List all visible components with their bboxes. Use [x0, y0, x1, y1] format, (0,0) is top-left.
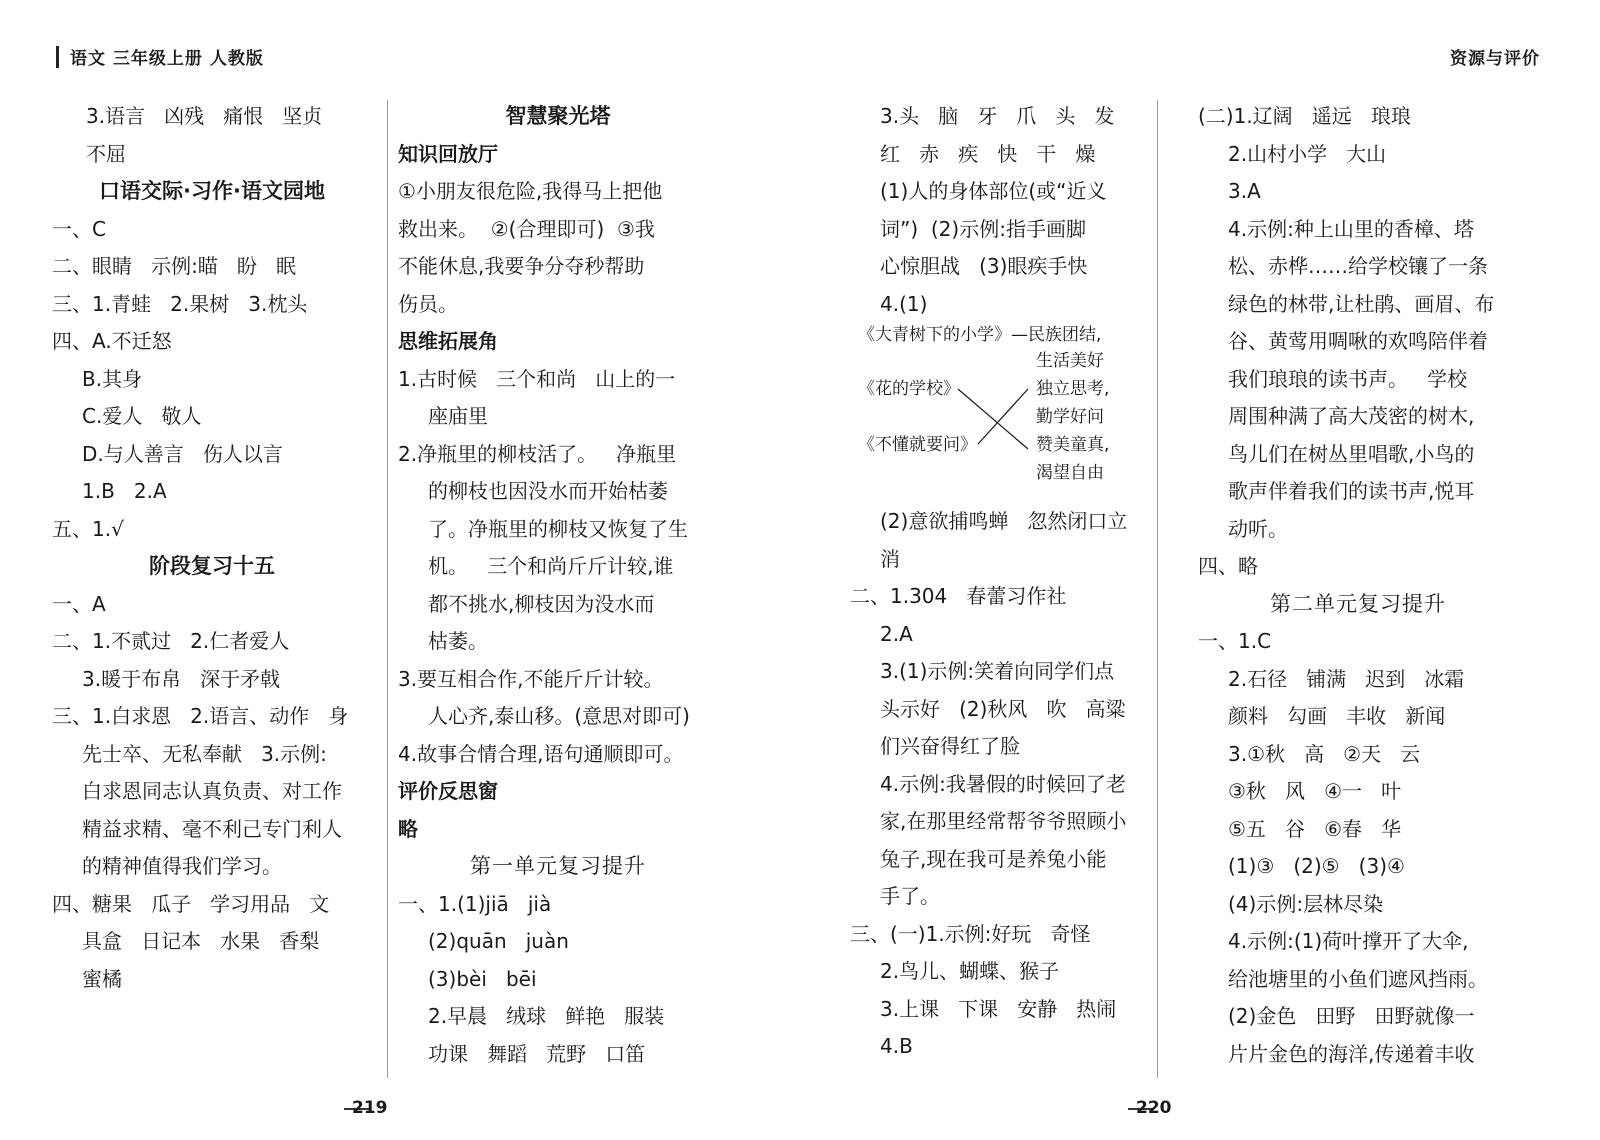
answer-line: 2.石径 铺满 迟到 冰霜 [1228, 666, 1465, 691]
match-item-left: 《不懂就要问》 [858, 435, 977, 455]
answer-line: 3.语言 凶残 痛恨 坚贞 [86, 104, 323, 128]
answer-line: 3.A [1228, 179, 1261, 203]
answer-line: 们兴奋得红了脸 [880, 734, 1020, 758]
answer-line: 4.故事合情合理,语句通顺即可。 [398, 741, 684, 766]
match-line [978, 389, 1028, 444]
answer-line: (3)bèi bēi [428, 966, 537, 991]
answer-line: (1)③ (2)⑤ (3)④ [1228, 854, 1405, 878]
answer-line: 人心齐,泰山移。(意思对即可) [428, 704, 690, 728]
answer-line: 蜜橘 [82, 966, 122, 991]
match-item-right: 独立思考, [1036, 379, 1110, 399]
answer-line: 绿色的林带,让杜鹃、画眉、布 [1228, 291, 1495, 316]
answer-line: 3.要互相合作,不能斤斤计较。 [398, 666, 664, 691]
answer-line: 伤员。 [398, 291, 458, 316]
answer-line: 三、1.白求恩 2.语言、动作 身 [52, 704, 349, 728]
answer-line: 都不挑水,柳枝因为没水而 [428, 591, 655, 616]
answer-line: ⑤五 谷 ⑥春 华 [1228, 816, 1402, 841]
answer-line: (2)quān juàn [428, 929, 569, 953]
answer-line: 一、C [52, 216, 106, 241]
answer-line: 给池塘里的小鱼们遮风挡雨。 [1228, 966, 1488, 991]
answer-line: 救出来。 ②(合理即可) ③我 [398, 216, 655, 241]
answer-line: 2.鸟儿、蝴蝶、猴子 [880, 959, 1060, 983]
page-number-left: 219 [352, 1098, 388, 1118]
answer-line: 三、(一)1.示例:好玩 奇怪 [850, 921, 1091, 946]
answer-line: 3.暖于布帛 深于矛戟 [82, 666, 281, 691]
answer-line: 了。净瓶里的柳枝又恢复了生 [428, 516, 688, 541]
answer-line: 红 赤 疾 快 干 燥 [880, 141, 1096, 166]
column-4 [1198, 98, 1518, 1073]
answer-line: 词”) (2)示例:指手画脚 [880, 216, 1086, 241]
matching-diagram [850, 323, 1170, 503]
answer-line: 四、略 [1198, 554, 1258, 578]
answer-line: 座庙里 [428, 404, 488, 428]
match-item-left: 《花的学校》 [858, 379, 960, 399]
answer-line: 周围种满了高大茂密的树木, [1228, 404, 1475, 428]
answer-line: 五、1.√ [52, 516, 124, 541]
match-item-left: 《大青树下的小学》—民族团结, [858, 325, 1102, 345]
header-bar [56, 46, 59, 68]
answer-line: (1)人的身体部位(或“近义 [880, 179, 1107, 203]
answer-line: 一、1.(1)jiā jià [398, 891, 552, 916]
answer-line: 动听。 [1228, 516, 1288, 541]
answer-line: ③秋 风 ④一 叶 [1228, 779, 1402, 803]
section-heading: 口语交际·习作·语文园地 [99, 179, 325, 203]
match-item-right: 生活美好 [1036, 351, 1104, 371]
answer-line: 松、赤桦……给学校镶了一条 [1228, 254, 1488, 278]
section-heading: 阶段复习十五 [149, 554, 275, 578]
subsection-heading: 思维拓展角 [398, 329, 498, 353]
answer-line: 机。 三个和尚斤斤计较,谁 [428, 554, 674, 578]
answer-line: 二、1.不贰过 2.仁者爱人 [52, 629, 290, 653]
answer-line: (2)金色 田野 田野就像一 [1228, 1004, 1475, 1028]
match-item-right: 勤学好问 [1036, 407, 1104, 427]
answer-line: 3.①秋 高 ②天 云 [1228, 741, 1421, 766]
answer-line: 的柳枝也因没水而开始枯萎 [428, 479, 668, 503]
answer-line: 歌声伴着我们的读书声,悦耳 [1228, 479, 1475, 503]
column-2 [398, 98, 718, 1073]
answer-line: 3.(1)示例:笑着向同学们点 [880, 659, 1115, 683]
answer-line: 2.净瓶里的柳枝活了。 净瓶里 [398, 441, 677, 466]
answer-line: 的精神值得我们学习。 [82, 854, 282, 878]
answer-line: B.其身 [82, 366, 143, 391]
answer-line: 不屈 [86, 141, 126, 166]
answer-line: 4.示例:(1)荷叶撑开了大伞, [1228, 929, 1469, 953]
answer-line: 3.上课 下课 安静 热闹 [880, 996, 1117, 1021]
answer-line: 二、眼睛 示例:瞄 盼 眠 [52, 254, 296, 278]
answer-line: 我们琅琅的读书声。 学校 [1228, 366, 1468, 391]
answer-line: 功课 舞蹈 荒野 口笛 [428, 1041, 646, 1066]
answer-line: 一、1.C [1198, 629, 1272, 653]
answer-line: 片片金色的海洋,传递着丰收 [1228, 1041, 1475, 1066]
answer-line: 消 [880, 546, 900, 571]
answer-line: 2.A [880, 621, 913, 646]
answer-line: 略 [398, 816, 418, 841]
answer-line: (2)意欲捕鸣蝉 忽然闭口立 [880, 509, 1128, 533]
answer-line: C.爱人 敬人 [82, 404, 202, 428]
answer-line: 具盒 日记本 水果 香梨 [82, 929, 320, 953]
answer-line: (二)1.辽阔 遥远 琅琅 [1198, 104, 1411, 128]
answer-line: 鸟儿们在树丛里唱歌,小鸟的 [1228, 441, 1475, 466]
section-heading: 第二单元复习提升 [1270, 591, 1446, 616]
answer-line: 1.古时候 三个和尚 山上的一 [398, 366, 676, 391]
answer-line: 手了。 [880, 884, 940, 908]
answer-line: 颜料 勾画 丰收 新闻 [1228, 704, 1446, 728]
section-heading: 智慧聚光塔 [505, 104, 611, 128]
answer-line: 先士卒、无私奉献 3.示例: [82, 741, 327, 766]
answer-line: 3.头 脑 牙 爪 头 发 [880, 104, 1115, 128]
answer-line: 三、1.青蛙 2.果树 3.枕头 [52, 291, 308, 316]
answer-line: 不能休息,我要争分夺秒帮助 [398, 254, 645, 278]
answer-line: 白求恩同志认真负责、对工作 [82, 779, 342, 803]
match-item-right: 赞美童真, [1036, 435, 1110, 455]
answer-line: 2.早晨 绒球 鲜艳 服装 [428, 1004, 665, 1028]
answer-line: 枯萎。 [428, 629, 488, 653]
section-heading: 第一单元复习提升 [470, 854, 646, 878]
subsection-heading: 知识回放厅 [398, 141, 498, 166]
answer-line: 2.山村小学 大山 [1228, 141, 1387, 166]
answer-line: 四、A.不迁怒 [52, 329, 172, 353]
answer-line: 1.B 2.A [82, 479, 167, 503]
header-right: 资源与评价 [1450, 49, 1540, 69]
answer-line: 兔子,现在我可是养兔小能 [880, 846, 1107, 871]
answer-line: (4)示例:层林尽染 [1228, 891, 1384, 916]
page-number-right: 220 [1136, 1098, 1172, 1118]
answer-line: ①小朋友很危险,我得马上把他 [398, 179, 663, 203]
answer-line: 二、1.304 春蕾习作社 [850, 584, 1067, 608]
column-3 [850, 98, 1170, 1066]
column-divider [387, 100, 388, 1078]
match-item-right: 渴望自由 [1036, 463, 1104, 483]
answer-line: 家,在那里经常帮爷爷照顾小 [880, 809, 1127, 833]
answer-line: D.与人善言 伤人以言 [82, 441, 283, 466]
answer-line: 4.B [880, 1034, 913, 1058]
answer-line: 头示好 (2)秋风 吹 高粱 [880, 696, 1126, 721]
answer-line: 精益求精、毫不利己专门利人 [82, 816, 342, 841]
column-1 [52, 98, 372, 998]
answer-line: 四、糖果 瓜子 学习用品 文 [52, 891, 330, 916]
answer-line: 4.示例:种上山里的香樟、塔 [1228, 216, 1474, 241]
answer-line: 4.示例:我暑假的时候回了老 [880, 771, 1126, 796]
header-left: 语文 三年级上册 人教版 [70, 49, 264, 69]
matching-lines [850, 323, 1170, 503]
subsection-heading: 评价反思窗 [398, 779, 498, 803]
answer-line: 4.(1) [880, 291, 928, 316]
answer-line: 一、A [52, 591, 106, 616]
answer-line: 心惊胆战 (3)眼疾手快 [880, 254, 1088, 278]
answer-line: 谷、黄莺用啁啾的欢鸣陪伴着 [1228, 329, 1488, 353]
